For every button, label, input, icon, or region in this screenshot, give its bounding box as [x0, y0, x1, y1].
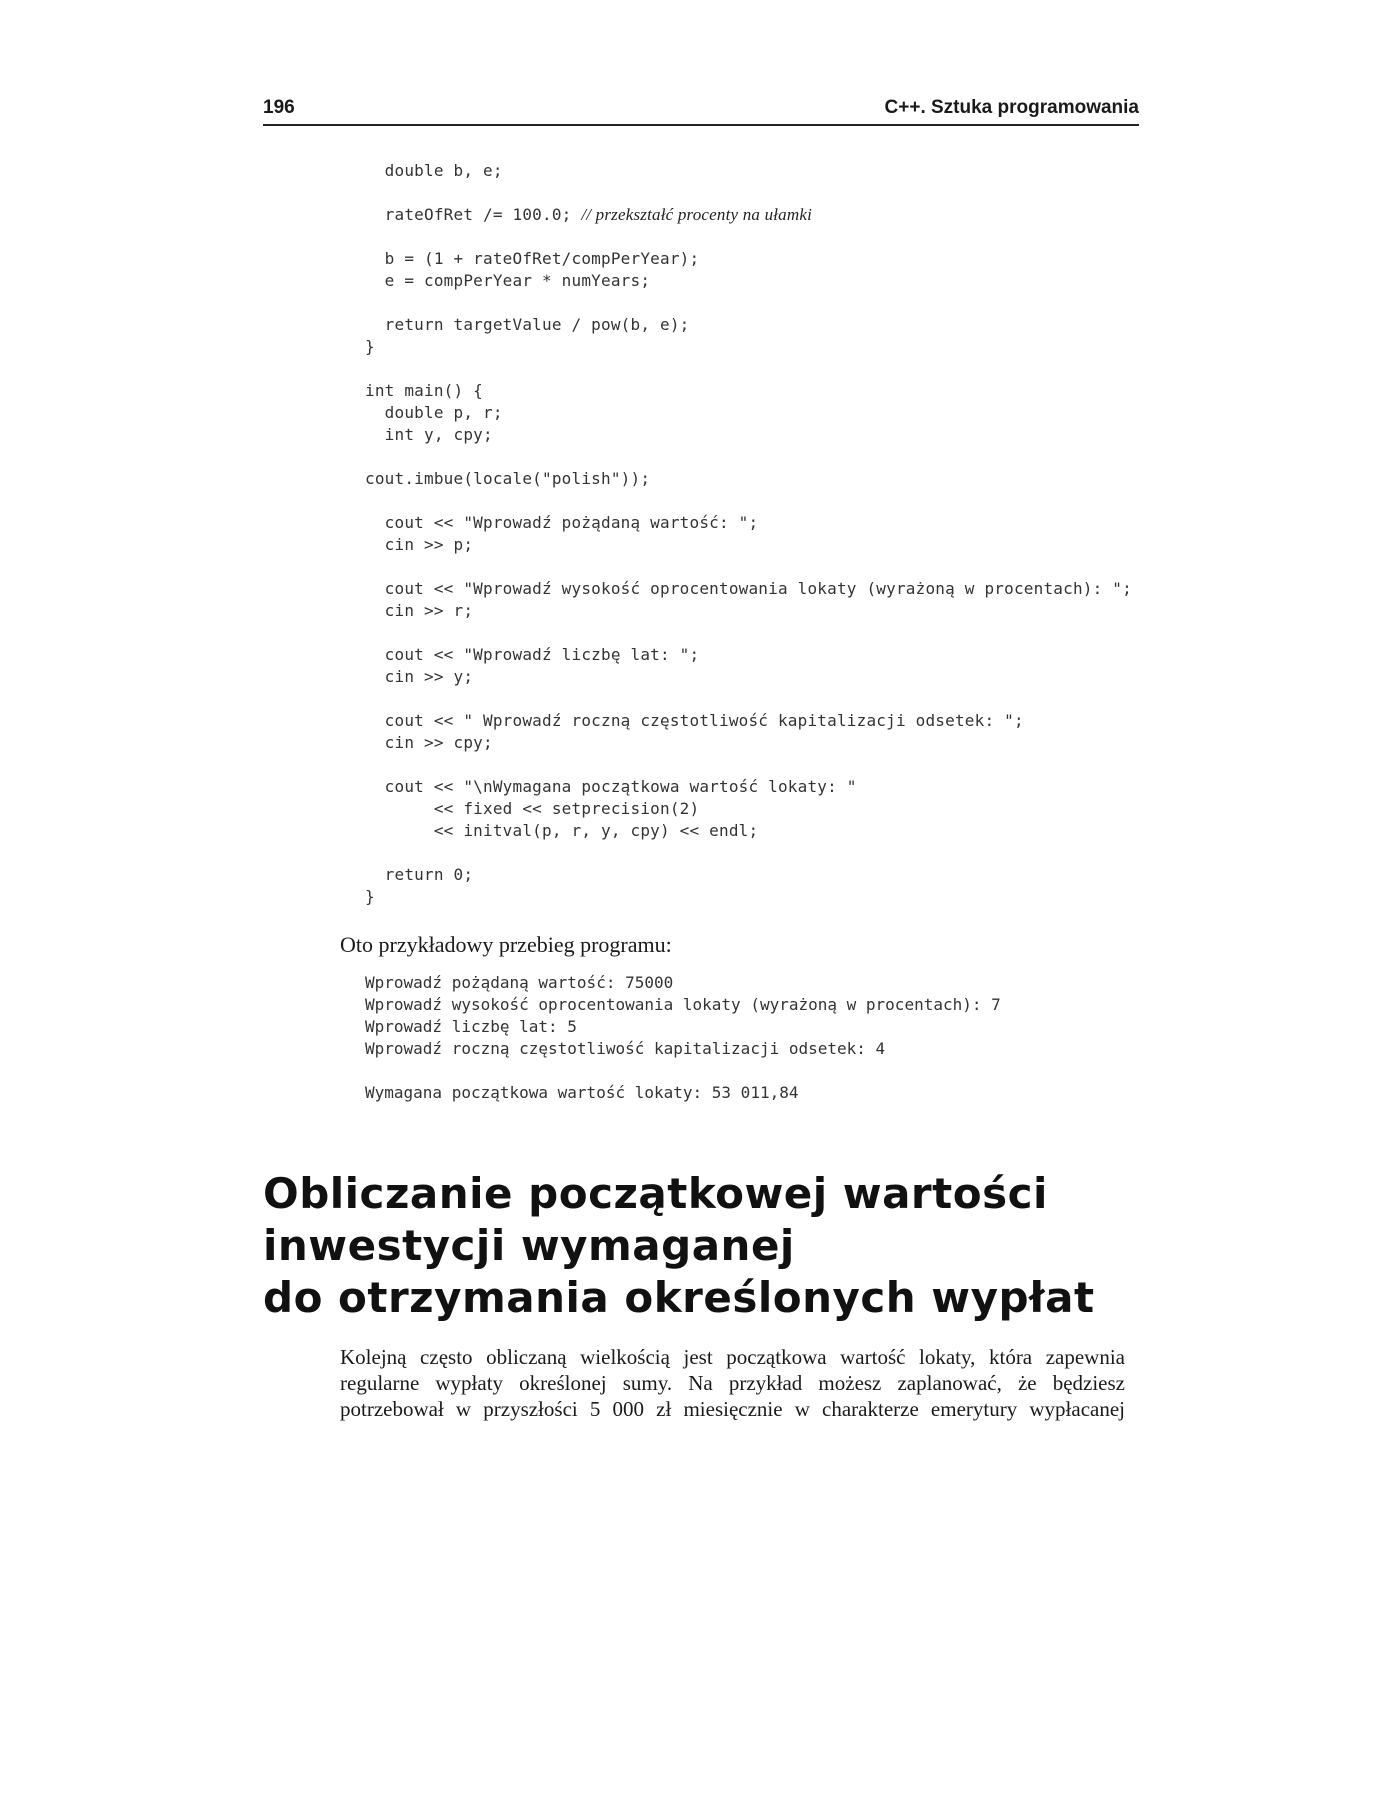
- code-line: [365, 204, 1132, 226]
- code-text: return 0;: [365, 865, 474, 884]
- body-line: Kolejną często obliczaną wielkością jest początkowa wartość lokaty, która zapewnia: [340, 1345, 1125, 1369]
- heading-line: do otrzymania określonych wypłat: [263, 1273, 1095, 1322]
- body-paragraph: [340, 1344, 1125, 1422]
- output-line: Wymagana początkowa wartość lokaty: 53 011,84: [365, 1083, 799, 1102]
- output-line: Wprowadź roczną częstotliwość kapitalizacji odsetek: 4: [365, 1039, 886, 1058]
- running-header: [263, 96, 1139, 126]
- code-text: cin >> y;: [365, 667, 474, 686]
- body-line: regularne wypłaty określonej sumy. Na przykład możesz zaplanować, że będziesz: [340, 1371, 1125, 1395]
- code-line: [365, 424, 1132, 446]
- page-number: 196: [263, 97, 295, 118]
- code-line: [365, 160, 1132, 182]
- code-line: [365, 292, 1132, 314]
- code-line: [365, 512, 1132, 534]
- code-text: cout << "Wprowadź wysokość oprocentowania lokaty (wyrażoną w procentach): ";: [365, 579, 1132, 598]
- output-line: Wprowadź pożądaną wartość: 75000: [365, 973, 674, 992]
- code-line: [365, 248, 1132, 270]
- code-line: [365, 666, 1132, 688]
- code-text: << fixed << setprecision(2): [365, 799, 700, 818]
- code-listing: [365, 160, 1132, 908]
- heading-line: inwestycji wymaganej: [263, 1221, 795, 1270]
- code-line: [365, 864, 1132, 886]
- code-text: e = compPerYear * numYears;: [365, 271, 651, 290]
- code-text: cout << "Wprowadź pożądaną wartość: ";: [365, 513, 759, 532]
- code-line: [365, 842, 1132, 864]
- code-line: [365, 270, 1132, 292]
- sample-run-label: Oto przykładowy przebieg programu:: [340, 932, 672, 957]
- code-text: cout << "Wprowadź liczbę lat: ";: [365, 645, 700, 664]
- code-text: cin >> r;: [365, 601, 474, 620]
- code-line: [365, 798, 1132, 820]
- code-line: [365, 402, 1132, 424]
- code-text: return targetValue / pow(b, e);: [365, 315, 690, 334]
- code-text: b = (1 + rateOfRet/compPerYear);: [365, 249, 700, 268]
- code-line: [365, 556, 1132, 578]
- code-line: [365, 754, 1132, 776]
- output-line: Wprowadź wysokość oprocentowania lokaty (wyrażoną w procentach): 7: [365, 995, 1001, 1014]
- code-line: [365, 710, 1132, 732]
- code-line: [365, 644, 1132, 666]
- code-line: [365, 380, 1132, 402]
- code-line: [365, 600, 1132, 622]
- code-text: cout.imbue(locale("polish"));: [365, 469, 651, 488]
- code-comment: // przekształć procenty na ułamki: [581, 205, 813, 224]
- code-text: int y, cpy;: [365, 425, 493, 444]
- code-line: [365, 226, 1132, 248]
- code-line: [365, 776, 1132, 798]
- code-text: cin >> p;: [365, 535, 474, 554]
- code-text: cout << " Wprowadź roczną częstotliwość kapitalizacji odsetek: ";: [365, 711, 1024, 730]
- code-line: [365, 182, 1132, 204]
- code-line: [365, 622, 1132, 644]
- code-text: cout << "\nWymagana początkowa wartość lokaty: ": [365, 777, 857, 796]
- body-line: potrzebował w przyszłości 5 000 zł miesięcznie w charakterze emerytury wypłacanej: [340, 1397, 1125, 1421]
- code-line: [365, 446, 1132, 468]
- section-heading: [263, 1168, 1143, 1324]
- code-line: [365, 820, 1132, 842]
- code-line: [365, 886, 1132, 908]
- output-line: Wprowadź liczbę lat: 5: [365, 1017, 577, 1036]
- code-text: double b, e;: [365, 161, 503, 180]
- code-text: int main() {: [365, 381, 483, 400]
- code-line: [365, 468, 1132, 490]
- code-text: cin >> cpy;: [365, 733, 493, 752]
- code-text: }: [365, 337, 375, 356]
- code-line: [365, 314, 1132, 336]
- code-line: [365, 358, 1132, 380]
- code-line: [365, 534, 1132, 556]
- code-text: double p, r;: [365, 403, 503, 422]
- book-title: C++. Sztuka programowania: [884, 97, 1139, 118]
- code-text: << initval(p, r, y, cpy) << endl;: [365, 821, 759, 840]
- code-line: [365, 732, 1132, 754]
- code-line: [365, 336, 1132, 358]
- code-line: [365, 688, 1132, 710]
- code-text: }: [365, 887, 375, 906]
- program-output: [365, 972, 1001, 1104]
- code-line: [365, 490, 1132, 512]
- output-line: [365, 1060, 1001, 1082]
- code-line: [365, 578, 1132, 600]
- code-text: rateOfRet /= 100.0;: [365, 205, 582, 224]
- heading-line: Obliczanie początkowej wartości: [263, 1169, 1048, 1218]
